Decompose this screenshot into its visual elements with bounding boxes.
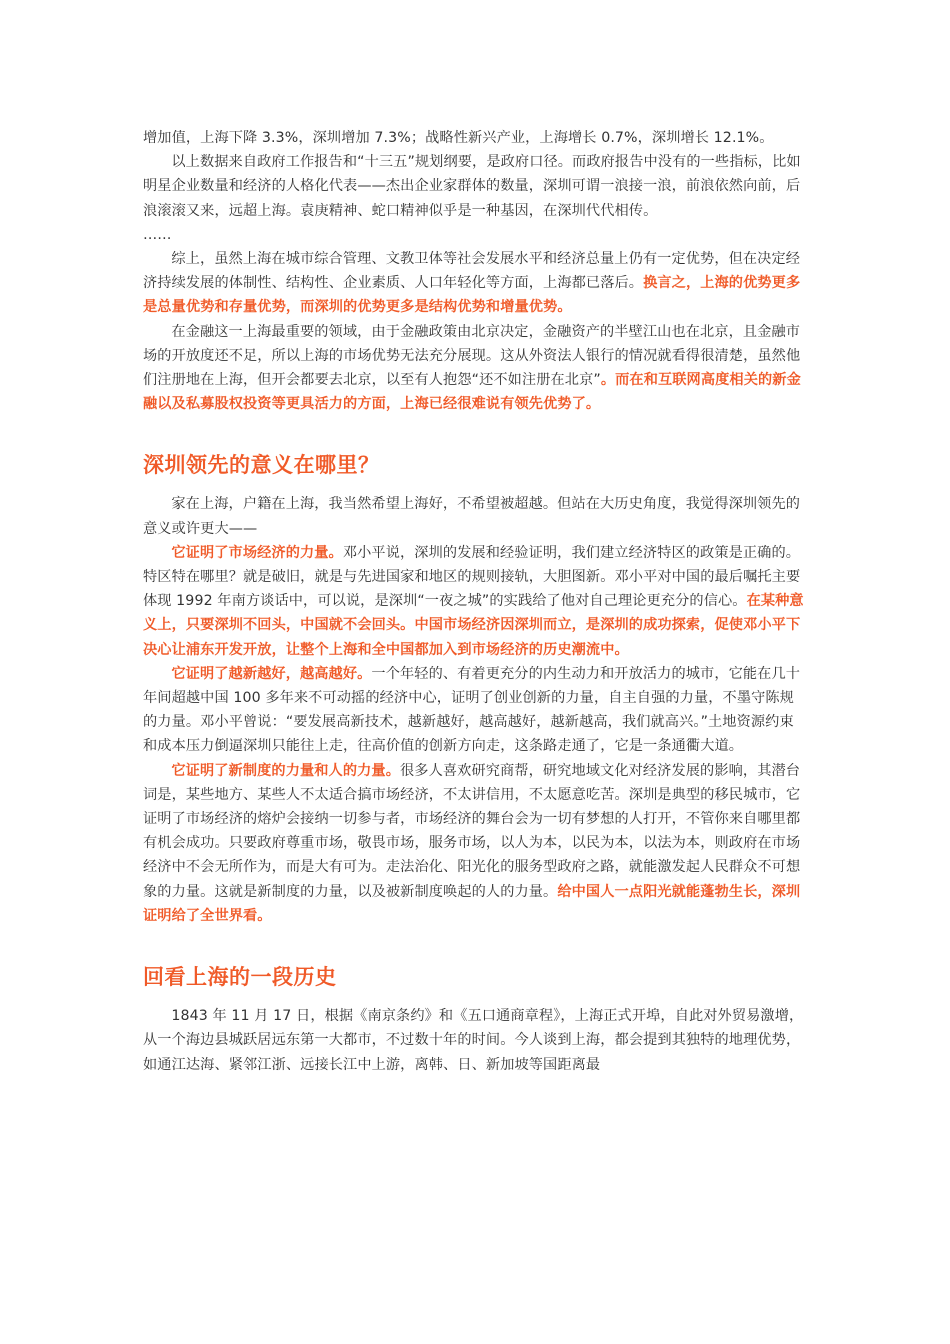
paragraph-perspective: 家在上海，户籍在上海，我当然希望上海好，不希望被超越。但站在大历史角度，我觉得深圳领先的意义或许更大—— — [143, 496, 801, 537]
section-heading-shenzhen-lead: 深圳领先的意义在哪里？ — [143, 453, 380, 478]
highlight-market-conclusion: 在某种意义上，只要深圳不回头，中国就不会回头。中国市场经济因深圳而立，是深圳的成功探索，促使邓小平下决心让浦东开发开放，让整个上海和全中国都加入到市场经济的历史潮流中。 — [143, 593, 804, 658]
paragraph-history: 1843 年 11 月 17 日，根据《南京条约》和《五口通商章程》，上海正式开埠，自此对外贸易激增，从一个海边县城跃居远东第一大都市，不过数十年的时间。今人谈到上海，都会提到其独特的地理优势，如通江达海、紧邻江浙、远接长江中上游，离韩、日、新加坡等国距离最 — [143, 1008, 804, 1073]
section-heading-shanghai-history: 回看上海的一段历史 — [143, 965, 337, 990]
highlight-new-title: 它证明了越新越好，越高越好。 — [171, 665, 372, 682]
paragraph-new-high: 它证明了越新越好，越高越好。一个年轻的、有着更充分的内生动力和开放活力的城市，它能在几十年间超越中国 100 多年来不可动摇的经济中心，证明了创业创新的力量，自主自强的力量，不墨守陈规的力量。邓小平曾说：“要发展高新技术，越新越好，越高越好，越新越高，我们就高兴。”土地资源约束和成本压力倒逼深圳只能往上走，往高价值的创新方向走，这条路走通了，它是一条通衢大道。 — [143, 665, 801, 755]
paragraph-summary: 综上，虽然上海在城市综合管理、文教卫体等社会发展水平和经济总量上仍有一定优势，但在决定经济持续发展的体制性、结构性、企业素质、人口年轻化等方面，上海都已落后。换言之，上海的优势更多是总量优势和存量优势，而深圳的优势更多是结构优势和增量优势。 — [143, 251, 801, 316]
ellipsis: …… — [143, 226, 172, 243]
paragraph-institutions: 它证明了新制度的力量和人的力量。很多人喜欢研究商帮，研究地域文化对经济发展的影响，其潜台词是，某些地方、某些人不太适合搞市场经济，不太讲信用，不太愿意吃苦。深圳是典型的移民城市，它证明了市场经济的熔炉会接纳一切参与者，市场经济的舞台会为一切有梦想的人打开，不管你来自哪里都有机会成功。只要政府尊重市场，敬畏市场，服务市场，以人为本，以民为本，以法为本，则政府在市场经济中不会无所作为，而是大有可为。走法治化、阳光化的服务型政府之路，就能激发起人民群众不可想象的力量。这就是新制度的力量，以及被新制度唤起的人的力量。给中国人一点阳光就能蓬勃生长，深圳证明给了全世界看。 — [143, 762, 801, 924]
highlight-market-title: 它证明了市场经济的力量。 — [171, 544, 343, 561]
paragraph-market-economy: 它证明了市场经济的力量。邓小平说，深圳的发展和经验证明，我们建立经济特区的政策是正确的。特区特在哪里？就是破旧，就是与先进国家和地区的规则接轨，大胆图新。邓小平对中国的最后嘱托主要体现 1992 年南方谈话中，可以说，是深圳“一夜之城”的实践给了他对自己理论更充分的信心。在某种意义上，只要深圳不回头，中国就不会回头。中国市场经济因深圳而立，是深圳的成功探索，促使邓小平下决心让浦东开发开放，让整个上海和全中国都加入到市场经济的历史潮流中。 — [143, 544, 804, 658]
highlight-finance: 。而在和互联网高度相关的新金融以及私募股权投资等更具活力的方面，上海已经很难说有领先优势了。 — [143, 372, 801, 413]
highlight-institution-conclusion: 给中国人一点阳光就能蓬勃生长，深圳证明给了全世界看。 — [143, 883, 801, 924]
paragraph-finance: 在金融这一上海最重要的领域，由于金融政策由北京决定，金融资产的半壁江山也在北京，且金融市场的开放度还不足，所以上海的市场优势无法充分展现。这从外资法人银行的情况就看得很清楚，虽然他们注册地在上海，但开会都要去北京，以至有人抱怨“还不如注册在北京”。而在和互联网高度相关的新金融以及私募股权投资等更具活力的方面，上海已经很难说有领先优势了。 — [143, 323, 801, 413]
paragraph-growth-stats: 增加值，上海下降 3.3%，深圳增加 7.3%；战略性新兴产业，上海增长 0.7%，深圳增长 12.1%。 — [143, 130, 774, 146]
article-body — [143, 126, 808, 1077]
paragraph-data-source: 以上数据来自政府工作报告和“十三五”规划纲要，是政府口径。而政府报告中没有的一些指标，比如明星企业数量和经济的人格化代表——杰出企业家群体的数量，深圳可谓一浪接一浪，前浪依然向前，后浪滚滚又来，远超上海。袁庚精神、蛇口精神似乎是一种基因，在深圳代代相传。 — [143, 154, 801, 219]
highlight-institution-title: 它证明了新制度的力量和人的力量。 — [171, 762, 400, 779]
highlight-summary: 换言之，上海的优势更多是总量优势和存量优势，而深圳的优势更多是结构优势和增量优势。 — [143, 275, 801, 316]
